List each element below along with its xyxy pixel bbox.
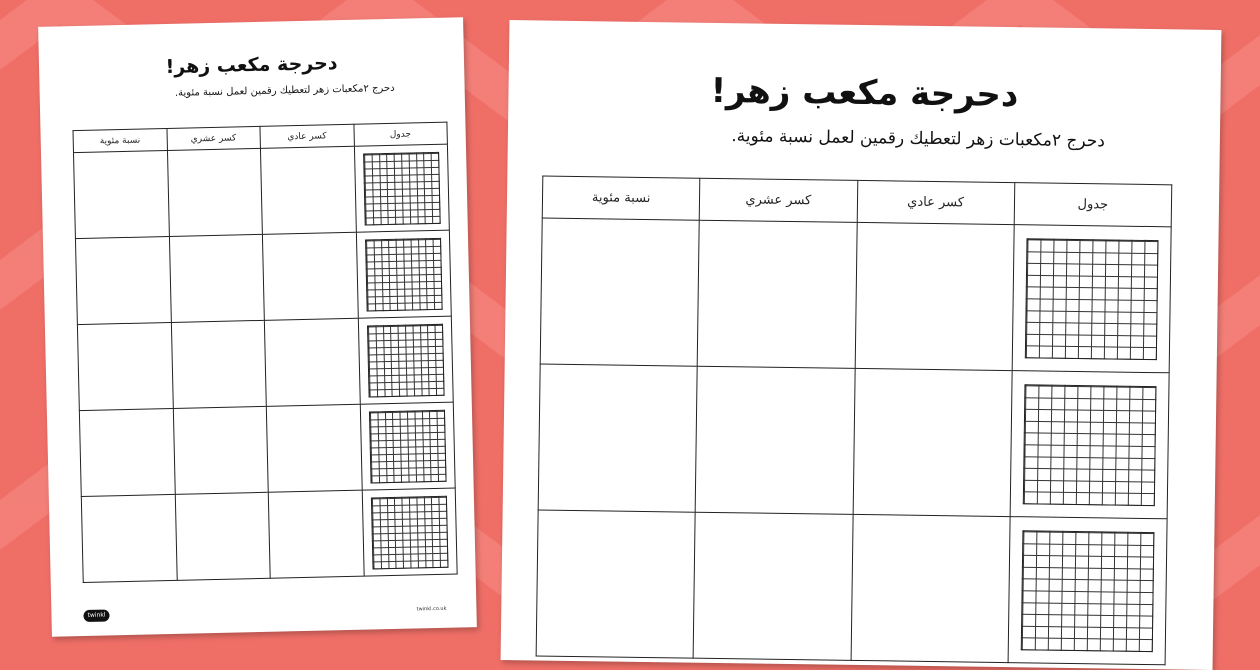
column-header-percentage: نسبة مئوية	[542, 176, 700, 220]
answer-cell[interactable]	[77, 322, 172, 410]
answer-cell[interactable]	[169, 234, 264, 322]
worksheet-left	[38, 17, 477, 636]
answer-cell[interactable]	[266, 404, 361, 492]
hundred-grid-icon	[1021, 530, 1155, 652]
grid-cell	[1012, 225, 1171, 373]
answer-cell[interactable]	[262, 232, 357, 320]
answer-cell[interactable]	[540, 218, 699, 366]
table-row	[79, 402, 455, 496]
grid-cell	[1010, 371, 1169, 519]
worksheet-table	[536, 176, 1173, 666]
answer-cell[interactable]	[79, 408, 174, 496]
grid-cell	[362, 488, 457, 576]
column-header-fraction: كسر عادي	[857, 180, 1015, 224]
answer-cell[interactable]	[260, 146, 355, 234]
worksheet-right	[501, 20, 1222, 670]
answer-cell[interactable]	[853, 368, 1012, 516]
table-row	[81, 488, 457, 582]
answer-cell[interactable]	[268, 490, 363, 578]
twinkl-logo: twinkl	[83, 609, 109, 622]
column-header-table: جدول	[1014, 183, 1172, 227]
worksheet-table	[72, 122, 457, 583]
column-header-decimal: كسر عشري	[699, 178, 857, 222]
table-row	[75, 230, 451, 324]
table-row	[540, 218, 1171, 373]
hundred-grid-icon	[1023, 384, 1157, 506]
hundred-grid-icon	[1025, 238, 1159, 360]
hundred-grid-icon	[367, 323, 445, 397]
worksheet-subtitle: دحرج ٢مكعبات زهر لتعطيك رقمين لعمل نسبة مئوية.	[174, 82, 395, 99]
answer-cell[interactable]	[81, 494, 176, 582]
answer-cell[interactable]	[851, 514, 1010, 662]
column-header-decimal: كسر عشري	[166, 126, 260, 150]
column-header-table: جدول	[353, 122, 447, 146]
hundred-grid-icon	[369, 409, 447, 483]
worksheet-title: دحرجة مكعب زهر!	[710, 70, 1019, 116]
answer-cell[interactable]	[264, 318, 359, 406]
answer-cell[interactable]	[75, 236, 170, 324]
answer-cell[interactable]	[536, 510, 695, 658]
table-row	[73, 144, 449, 238]
grid-cell	[360, 402, 455, 490]
grid-cell	[356, 230, 451, 318]
worksheet-subtitle: دحرج ٢مكعبات زهر لتعطيك رقمين لعمل نسبة مئوية.	[731, 126, 1106, 152]
footer-url: twinkl.co.uk	[416, 605, 447, 613]
hundred-grid-icon	[363, 151, 441, 225]
answer-cell[interactable]	[695, 366, 854, 514]
answer-cell[interactable]	[73, 151, 168, 239]
answer-cell[interactable]	[173, 406, 268, 494]
answer-cell[interactable]	[855, 222, 1014, 370]
grid-cell	[1008, 517, 1167, 665]
column-header-fraction: كسر عادي	[260, 124, 354, 148]
answer-cell[interactable]	[171, 320, 266, 408]
table-row	[536, 510, 1167, 665]
answer-cell[interactable]	[175, 492, 270, 580]
hundred-grid-icon	[371, 495, 449, 569]
answer-cell[interactable]	[697, 220, 856, 368]
answer-cell[interactable]	[538, 364, 697, 512]
grid-cell	[354, 144, 449, 232]
answer-cell[interactable]	[167, 148, 262, 236]
grid-cell	[358, 316, 453, 404]
table-row	[538, 364, 1169, 519]
answer-cell[interactable]	[693, 512, 852, 660]
hundred-grid-icon	[365, 237, 443, 311]
worksheet-title: دحرجة مكعب زهر!	[165, 52, 338, 79]
table-row	[77, 316, 453, 410]
column-header-percentage: نسبة مئوية	[73, 129, 167, 153]
